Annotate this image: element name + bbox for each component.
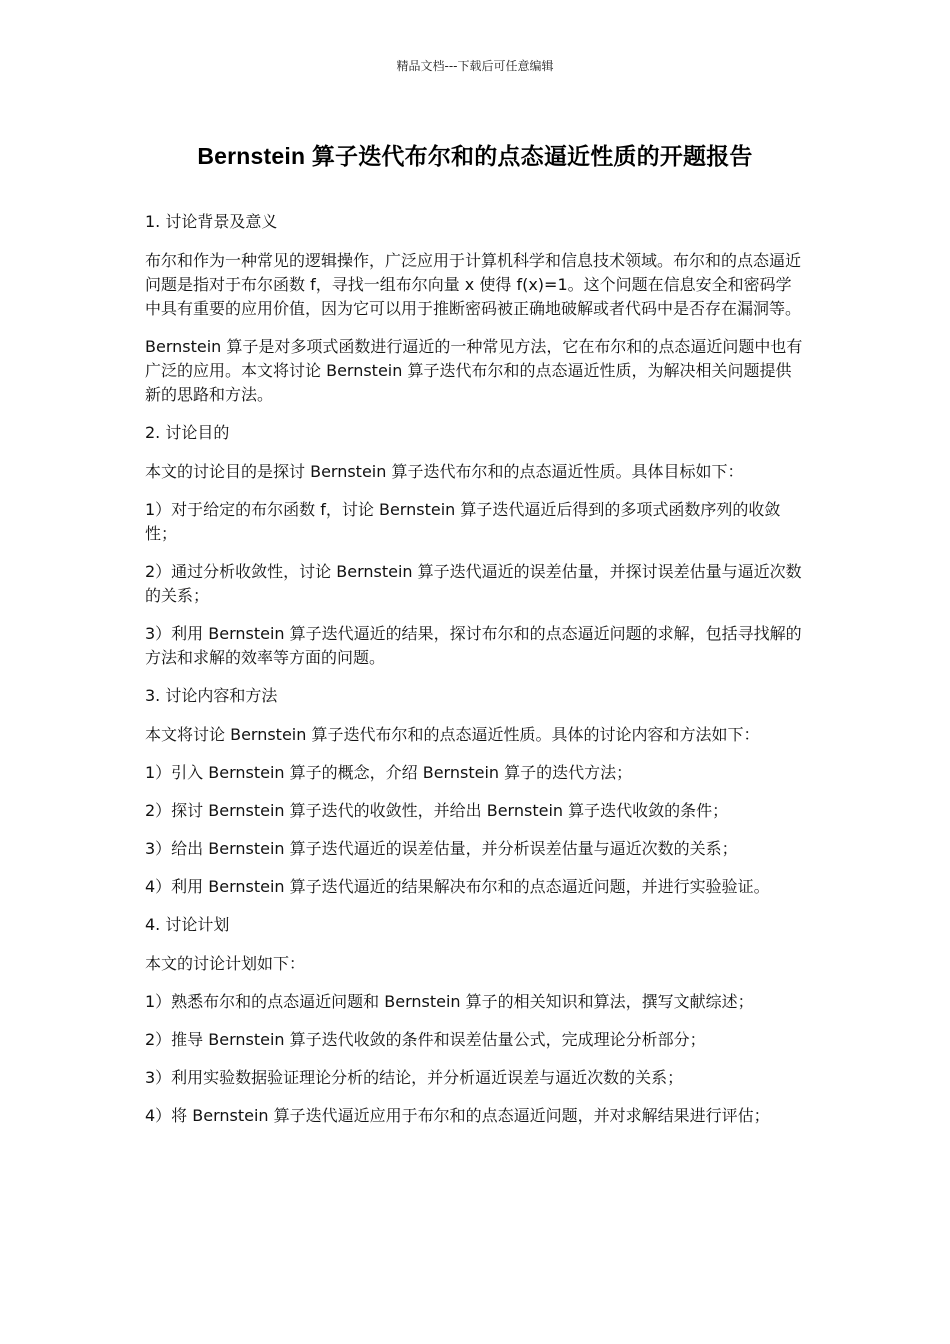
- paragraph-background-boolean-sum: 布尔和作为一种常见的逻辑操作，广泛应用于计算机科学和信息技术领域。布尔和的点态逼近问题是指对于布尔函数 f，寻找一组布尔向量 x 使得 f(x)=1。这个问题在信息安全和密码学中具有重要的应用价值，因为它可以用于推断密码被正确地破解或者代码中是否存在漏洞等。: [145, 251, 802, 318]
- section-heading-background: 1. 讨论背景及意义: [145, 212, 278, 231]
- list-item-plan-3: 3）利用实验数据验证理论分析的结论，并分析逼近误差与逼近次数的关系；: [145, 1068, 684, 1087]
- paragraph-plan-intro: 本文的讨论计划如下：: [145, 954, 306, 973]
- paragraph-purpose-intro: 本文的讨论目的是探讨 Bernstein 算子迭代布尔和的点态逼近性质。具体目标如下：: [145, 462, 744, 481]
- list-item-content-4: 4）利用 Bernstein 算子迭代逼近的结果解决布尔和的点态逼近问题，并进行实验验证。: [145, 877, 770, 896]
- list-item-purpose-3: 3）利用 Bernstein 算子迭代逼近的结果，探讨布尔和的点态逼近问题的求解，包括寻找解的方法和求解的效率等方面的问题。: [145, 624, 802, 667]
- paragraph-content-intro: 本文将讨论 Bernstein 算子迭代布尔和的点态逼近性质。具体的讨论内容和方法如下：: [145, 725, 760, 744]
- section-heading-content-methods: 3. 讨论内容和方法: [145, 686, 278, 705]
- document-title: Bernstein 算子迭代布尔和的点态逼近性质的开题报告: [197, 143, 753, 169]
- section-heading-purpose: 2. 讨论目的: [145, 423, 230, 442]
- paragraph-background-bernstein: Bernstein 算子是对多项式函数进行逼近的一种常见方法，它在布尔和的点态逼近问题中也有广泛的应用。本文将讨论 Bernstein 算子迭代布尔和的点态逼近性质，为解决相关问题提供新的思路和方法。: [145, 337, 803, 404]
- list-item-plan-4: 4）将 Bernstein 算子迭代逼近应用于布尔和的点态逼近问题，并对求解结果进行评估；: [145, 1106, 770, 1125]
- section-heading-plan: 4. 讨论计划: [145, 915, 230, 934]
- list-item-plan-1: 1）熟悉布尔和的点态逼近问题和 Bernstein 算子的相关知识和算法，撰写文献综述；: [145, 992, 754, 1011]
- list-item-purpose-1: 1）对于给定的布尔函数 f，讨论 Bernstein 算子迭代逼近后得到的多项式函数序列的收敛性；: [145, 500, 781, 543]
- header-note: 精品文档---下载后可任意编辑: [396, 59, 554, 73]
- list-item-content-1: 1）引入 Bernstein 算子的概念，介绍 Bernstein 算子的迭代方法；: [145, 763, 633, 782]
- document-body: [145, 210, 805, 1142]
- list-item-content-3: 3）给出 Bernstein 算子迭代逼近的误差估量，并分析误差估量与逼近次数的关系；: [145, 839, 738, 858]
- list-item-plan-2: 2）推导 Bernstein 算子迭代收敛的条件和误差估量公式，完成理论分析部分；: [145, 1030, 706, 1049]
- list-item-content-2: 2）探讨 Bernstein 算子迭代的收敛性，并给出 Bernstein 算子迭代收敛的条件；: [145, 801, 729, 820]
- list-item-purpose-2: 2）通过分析收敛性，讨论 Bernstein 算子迭代逼近的误差估量，并探讨误差估量与逼近次数的关系；: [145, 562, 802, 605]
